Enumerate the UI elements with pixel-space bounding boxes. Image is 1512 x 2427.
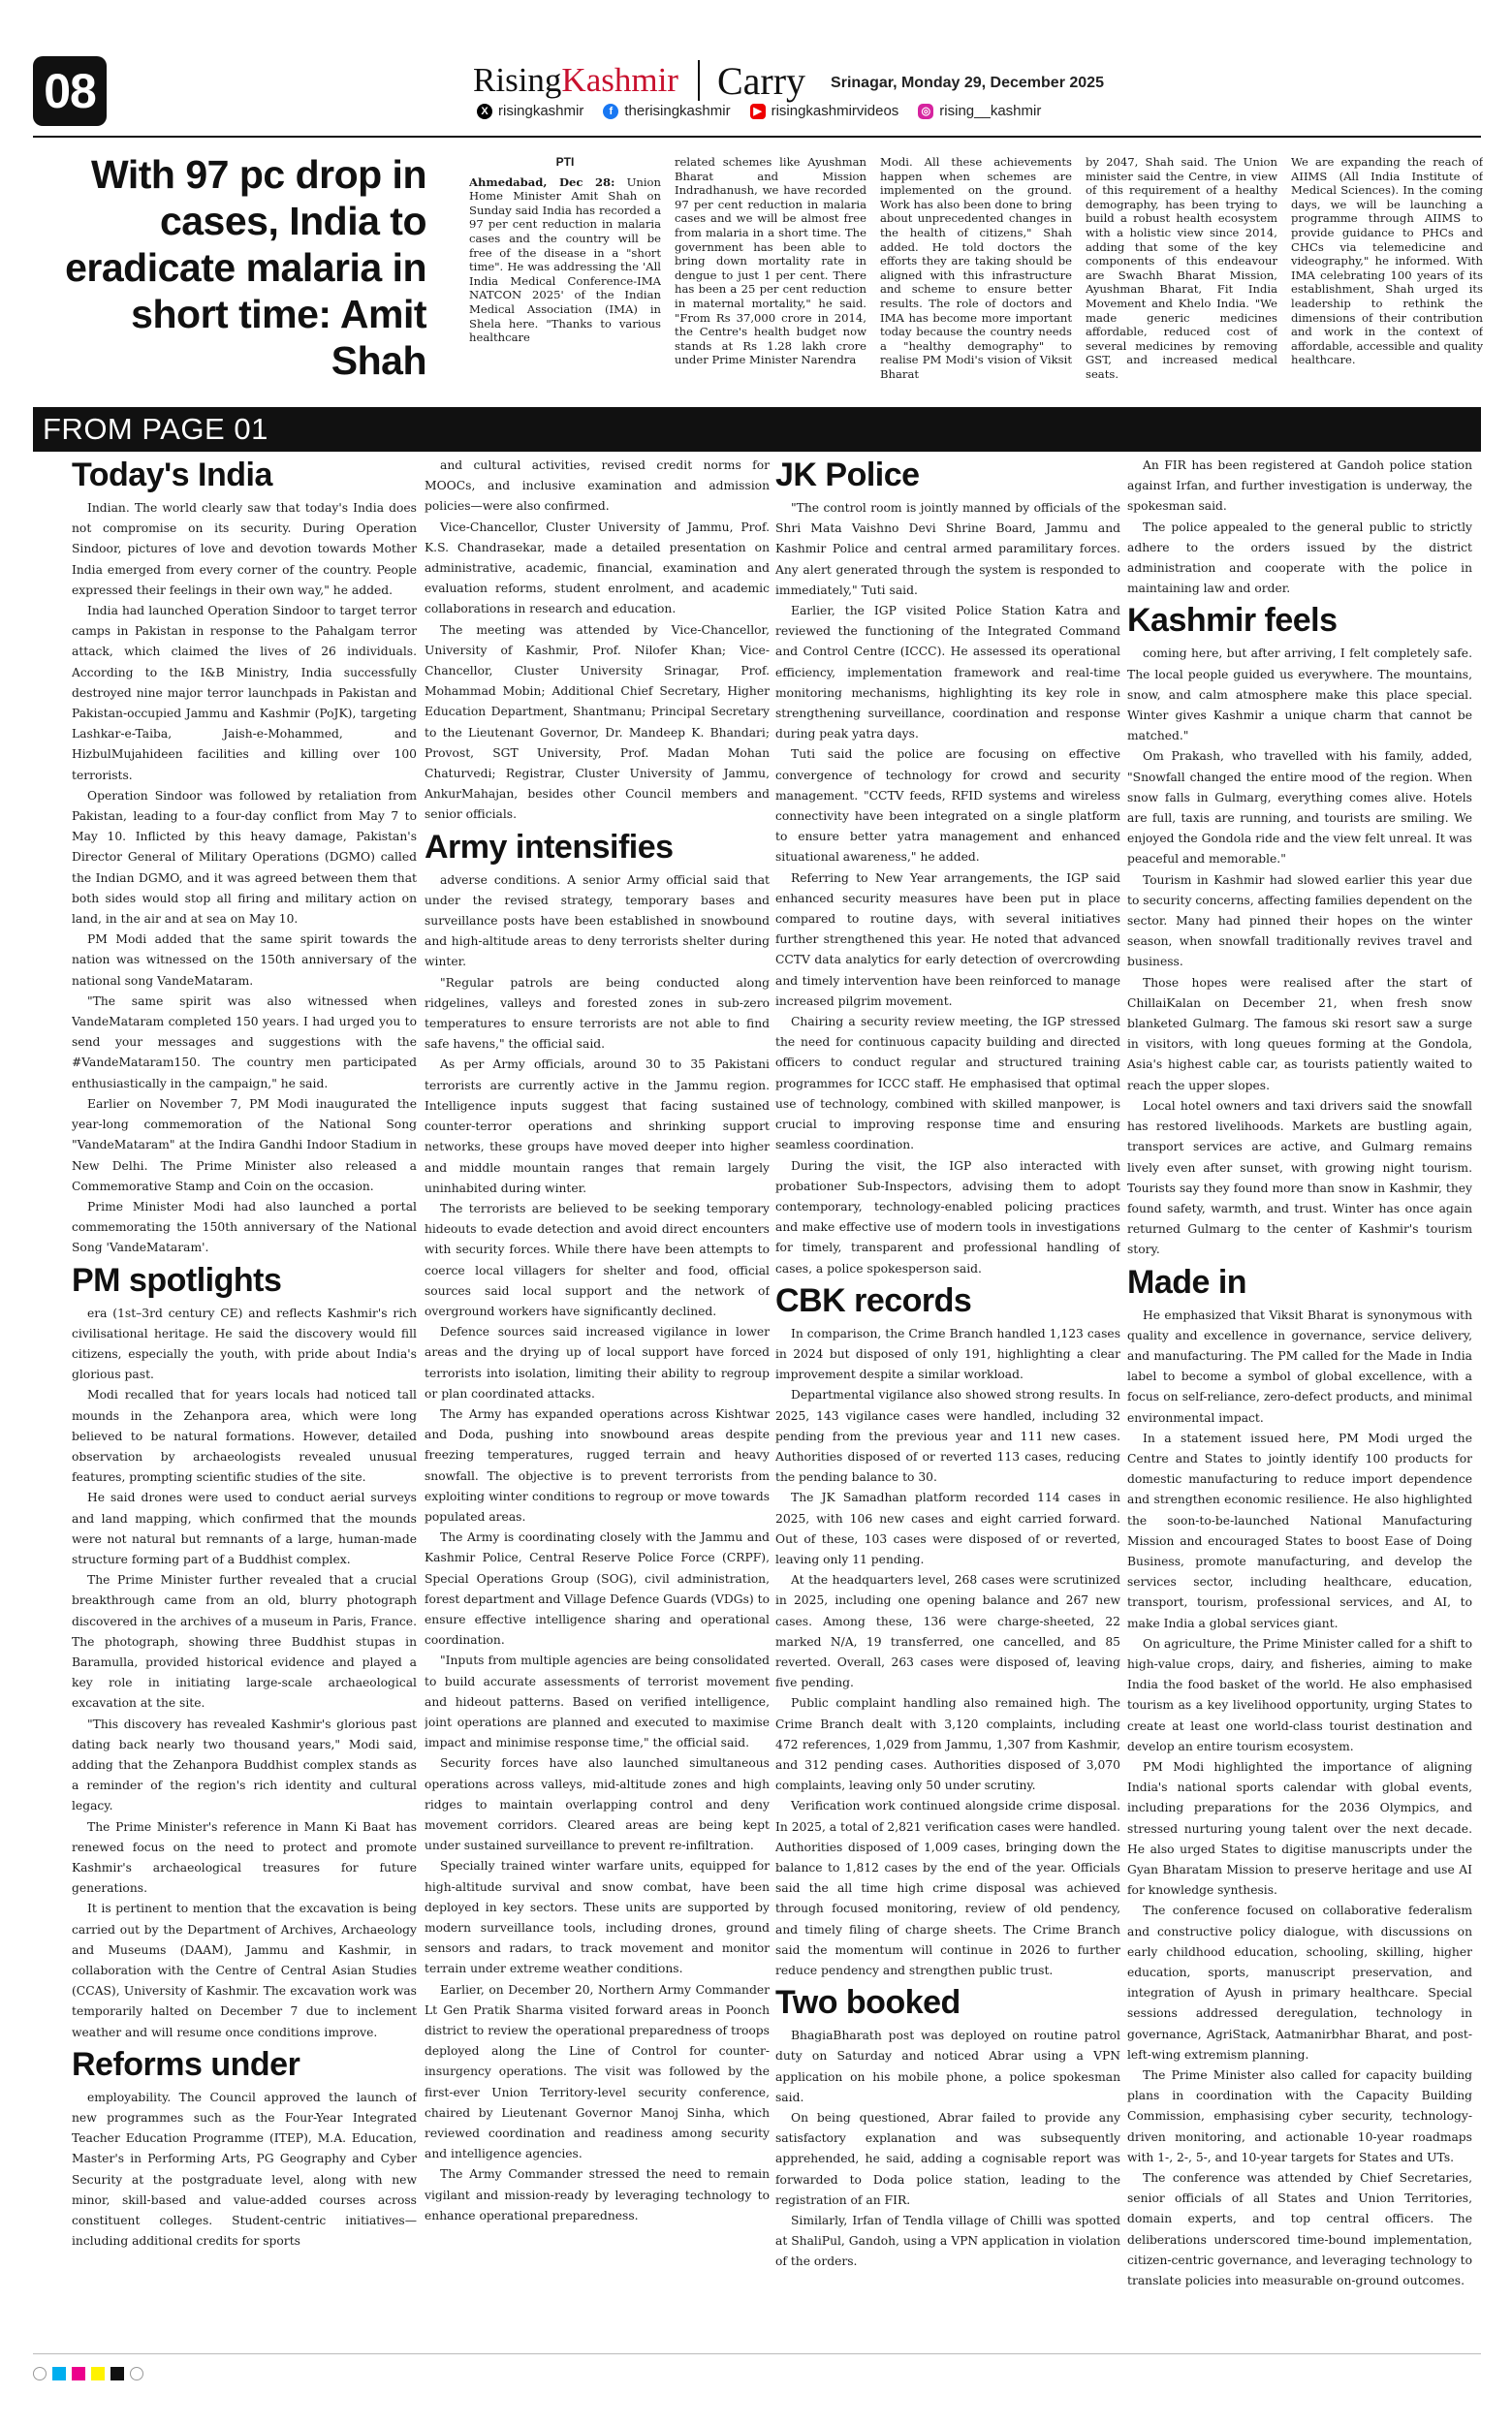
article-paragraph: An FIR has been registered at Gandoh police station against Irfan, and further investigation is underway, the spokesman said. [1127,458,1472,514]
article-paragraph: The police appealed to the general public to strictly adhere to the orders issued by the district administration and cooperate with the police in maintaining law and order. [1127,520,1472,596]
article-paragraph: "This discovery has revealed Kashmir's glorious past dating back nearly two thousand years," Modi said, adding that the Zehanpora Buddhist complex stands as a reminder of the region's rich identity and cultural legacy. [72,1717,417,1813]
article-paragraph: adverse conditions. A senior Army official said that under the revised strategy, temporary bases and surveillance posts have been established in snowbound and high-altitude areas to deny terrorists shelter during winter. [425,872,770,969]
article-paragraph: Security forces have also launched simultaneous operations across valleys, mid-altitude zones and high ridges to maintain overlapping control and deny movement corridors. Cleared areas are being kept under sustained surveillance to prevent re-infiltration. [425,1756,770,1853]
article-paragraph: The JK Samadhan platform recorded 114 cases in 2025, with 106 new cases and eight carried forward. Out of these, 103 cases were disposed of or reverted, leaving only 11 pending. [775,1491,1120,1566]
article-paragraph: India had launched Operation Sindoor to target terror camps in Pakistan in response to the Pahalgam terror attack, which claimed the lives of 26 individuals. According to the I&B Ministry, India successfully destroyed nine major terror launchpads in Pakistan and Pakistan-occupied Jammu and Kashmir (PoJK), targeting Lashkar-e-Taiba, Jaish-e-Mohammed, and HizbulMujahideen facilities and killing over 100 terrorists. [72,604,417,782]
article-paragraph: The conference was attended by Chief Secretaries, senior officials of all States and Union Territories, domain experts, and top central officers. The deliberations underscored time-bound implementation, citizen-centric governance, and leveraging technology to translate policies into measurable on-ground outcomes. [1127,2171,1472,2288]
article-headline: Kashmir feels [1127,602,1338,640]
article-paragraph: Earlier on November 7, PM Modi inaugurated the year-long commemoration of the National Song "VandeMataram" at the Indira Gandhi Indoor Stadium in New Delhi. The Prime Minister also released a Commemorative Stamp and Coin on the occasion. [72,1096,417,1193]
social-facebook[interactable] [603,103,730,119]
article-headline: PM spotlights [72,1261,282,1299]
article-paragraph: Earlier, on December 20, Northern Army Commander Lt Gen Pratik Sharma visited forward areas in Poonch district to review the operational preparedness of troops deployed along the Line of Control for counter-insurgency operations. The visit was followed by the first-ever Union Territory-level security conference, chaired by Lieutenant Governor Manoj Sinha, which reviewed coordination and readiness among security and intelligence agencies. [425,1982,770,2161]
facebook-icon: f [603,104,618,119]
yellow-swatch [91,2367,105,2380]
registration-mark [33,2367,47,2380]
article-paragraph: Public complaint handling also remained high. The Crime Branch dealt with 3,120 complaints, including 472 references, 1,029 from Jammu, 1,307 from Kashmir, and 312 pending cases. Authorities disposed of 3,070 complaints, leaving only 50 under scrutiny. [775,1696,1120,1793]
print-color-bar [33,2363,1481,2384]
article-paragraph: "The control room is jointly manned by officials of the Shri Mata Vaishno Devi Shrine Board, Jammu and Kashmir Police and central armed paramilitary forces. Any alert generated through the system is responded to immediately," Tuti said. [775,501,1120,597]
brand-name-part2: Kashmir [561,61,678,99]
top-story-column-2: related schemes like Ayushman Bharat and Mission Indradhanush, we have recorded 97 per cent reduction in malaria cases and we will be almost free from malaria in a short time. The government has been able to bring down mortality rate in dengue to just 1 per cent. There has been a 25 per cent reduction in maternal mortality," he said. "From Rs 37,000 crore in 2014, the Centre's health budget now stands at Rs 1.28 lakh crore under Prime Minister Narendra [675,155,866,367]
header-rule [33,136,1481,138]
article-column-4 [1127,456,1472,2342]
article-paragraph: The Army is coordinating closely with the Jammu and Kashmir Police, Central Reserve Police Force (CRPF), Special Operations Group (SOG), civil administration, forest department and Village Defence Guards (VDGs) to ensure effective intelligence sharing and operational coordination. [425,1530,770,1648]
article-paragraph: Departmental vigilance also showed strong results. In 2025, 143 vigilance cases were handled, including 32 pending from the previous year and 111 new cases. Authorities disposed of or reverted 113 cases, reducing the pending balance to 30. [775,1388,1120,1485]
article-paragraph: PM Modi added that the same spirit towards the nation was witnessed on the 150th anniversary of the national song VandeMataram. [72,932,417,988]
article-headline: Reforms under [72,2045,300,2083]
article-paragraph: As per Army officials, around 30 to 35 Pakistani terrorists are currently active in the Jammu region. Intelligence inputs suggest that facing sustained counter-terror operations and shrinking support networks, these groups have moved deeper into higher and middle mountain ranges that remain largely uninhabited during winter. [425,1057,770,1195]
article-paragraph: The meeting was attended by Vice-Chancellor, University of Kashmir, Prof. Nilofer Khan; Vice-Chancellor, Cluster University Srinagar, Prof. Mohammad Mobin; Additional Chief Secretary, Higher Education Department, Shantmanu; Principal Secretary to the Lieutenant Governor, Dr. Mandeep K. Bhandari; Provost, SGT University, Prof. Madan Mohan Chaturvedi; Registrar, Cluster University of Jammu, AnkurMahajan, besides other Council members and senior officials. [425,622,770,822]
footer-rule [33,2353,1481,2354]
article-paragraph: "Inputs from multiple agencies are being consolidated to build accurate assessments of terrorist movement and hideout patterns. Based on verified intelligence, joint operations are planned and executed to maximise impact and minimise response time," the official said. [425,1654,770,1750]
article-headline: Made in [1127,1263,1247,1301]
magenta-swatch [72,2367,85,2380]
article-paragraph: Modi recalled that for years locals had noticed tall mounds in the Zehanpora area, which were long believed to be natural formations. However, detailed observation by archaeologists revealed unusual features, prompting scientific studies of the site. [72,1388,417,1485]
cyan-swatch [52,2367,66,2380]
article-paragraph: The conference focused on collaborative federalism and constructive policy dialogue, with discussions on early childhood education, schooling, skilling, higher education, sports, manuscript preservation, and integration of Ayush in primary healthcare. Special sessions addressed deregulation, technology in governance, AgriStack, Aatmanirbhar Bharat, and post-left-wing extremism planning. [1127,1904,1472,2062]
article-paragraph: Vice-Chancellor, Cluster University of Jammu, Prof. K.S. Chandrasekar, made a detailed presentation on administrative, academic, financial, examination and evaluation reforms, student enrolment, and academic collaborations in research and education. [425,520,770,616]
article-paragraph: Chairing a security review meeting, the IGP stressed the need for continuous capacity building and directed officers to conduct regular and structured training programmes for ICCC staff. He emphasised that optimal use of technology, combined with skilled manpower, is crucial to improving response time and ensuring seamless coordination. [775,1015,1120,1152]
article-paragraph: The Prime Minister also called for capacity building plans in coordination with the Capacity Building Commission, emphasising cyber security, technology-driven monitoring, and actionable 10-year roadmaps with 1-, 2-, 5-, and 10-year targets for States and UTs. [1127,2068,1472,2164]
article-paragraph: Prime Minister Modi had also launched a portal commemorating the 150th anniversary of the National Song 'VandeMataram'. [72,1199,417,1255]
article-paragraph: On being questioned, Abrar failed to provide any satisfactory explanation and was subsequently apprehended, he said, adding a cognisable report was forwarded to Doda police station, leading to the registration of an FIR. [775,2111,1120,2207]
article-column-3 [775,456,1120,2342]
instagram-icon: ◎ [918,104,933,119]
article-paragraph: Tourism in Kashmir had slowed earlier this year due to security concerns, affecting families dependent on the sector. Many had pinned their hopes on the winter season, when snowfall traditionally revives travel and business. [1127,872,1472,969]
article-paragraph: In comparison, the Crime Branch handled 1,123 cases in 2024 but disposed of only 191, highlighting a clear improvement despite a similar workload. [775,1326,1120,1382]
article-headline: JK Police [775,457,920,493]
article-paragraph: and cultural activities, revised credit norms for MOOCs, and inclusive examination and admission policies—were also confirmed. [425,458,770,514]
masthead [473,56,1104,105]
article-paragraph: Indian. The world clearly saw that today's India does not compromise on its security. During Operation Sindoor, pictures of love and devotion towards Mother India emerged from every corner of the country. People expressed their feelings in their own way," he added. [72,501,417,597]
article-paragraph: coming here, but after arriving, I felt completely safe. The local people guided us everywhere. The mountains, snow, and calm atmosphere make this place special. Winter gives Kashmir a unique charm that cannot be matched." [1127,646,1472,743]
article-paragraph: The Army has expanded operations across Kishtwar and Doda, pushing into snowbound areas despite freezing temperatures, rugged terrain and heavy snowfall. The objective is to prevent terrorists from exploiting winter conditions to regroup or move towards populated areas. [425,1406,770,1524]
dateline: Srinagar, Monday 29, December 2025 [831,75,1104,91]
article-paragraph: On agriculture, the Prime Minister called for a shift to high-value crops, dairy, and fisheries, aiming to make India the food basket of the world. He also emphasised tourism as a key livelihood opportunity, urging States to create at least one world-class tourist destination and develop an entire tourism ecosystem. [1127,1636,1472,1753]
page-number: 08 [33,56,107,126]
article-paragraph: During the visit, the IGP also interacted with probationer Sub-Inspectors, advising them to adopt contemporary, technology-enabled policing practices and make effective use of modern tools in investigations for timely, transparent and professional handling of cases, a police spokesperson said. [775,1158,1120,1276]
social-handle: therisingkashmir [624,103,731,119]
article-paragraph: Verification work continued alongside crime disposal. In 2025, a total of 2,821 verification cases were handled. Authorities disposed of 1,009 cases, bringing down the balance to 1,812 cases by the end of the year. Officials said the all time high crime disposal was achieved through focused monitoring, review of old pendency, and timely filing of charge sheets. The Crime Branch said the momentum will continue in 2026 to further reduce pendency and strengthen public trust. [775,1799,1120,1978]
social-handle: risingkashmir [498,103,584,119]
story-text: Union Home Minister Amit Shah on Sunday said India has recorded a 97 per cent reduction in malaria cases and the country will be free of the disease in a "short time". He was addressing the 'All India Medical Conference-IMA NATCON 2025' of the Indian Medical Association (IMA) in Shela here. "Thanks to various healthcare [469,174,661,345]
article-paragraph: Local hotel owners and taxi drivers said the snowfall has restored livelihoods. Markets are bustling again, transport services are active, and Gulmarg remains lively even after sunset, with growing night tourism. Tourists say they found more than snow in Kashmir, they found safety, warmth, and trust. Winter has once again returned Gulmarg to the center of Kashmir's tourism story. [1127,1098,1472,1257]
social-youtube[interactable] [750,103,899,119]
article-paragraph: Operation Sindoor was followed by retaliation from Pakistan, leading to a four-day conflict from May 7 to May 10. Inflicted by this heavy damage, Pakistan's Director General of Military Operations (DGMO) called the Indian DGMO, and it was agreed between them that both sides would stop all firing and military action on land, in the air and at sea on May 10. [72,788,417,927]
social-handle: rising__kashmir [939,103,1042,119]
story-dateline: Ahmedabad, Dec 28: [469,174,615,189]
social-handle: risingkashmirvideos [771,103,899,119]
article-paragraph: In a statement issued here, PM Modi urged the Centre and States to jointly identify 100 products for domestic manufacturing to reduce import dependence and strengthen economic resilience. He also highlighted the soon-to-be-launched National Manufacturing Mission and encouraged States to boost Ease of Doing Business, promote manufacturing, and develop the services sector, including healthcare, education, transport, tourism, professional services, and AI, to make India a global services giant. [1127,1431,1472,1630]
social-x[interactable] [477,103,583,119]
section-title: Carry [716,58,806,103]
top-story-column-3: Modi. All these achievements happen when schemes are implemented on the ground. Work has also been done to bring about unprecedented changes in the health of citizens," Shah added. He told doctors the efforts they are taking should be aligned with this infrastructure and scheme to ensure better results. The role of doctors and IMA has become more important today because the country needs a "healthy demography" to realise PM Modi's vision of Viksit Bharat [880,155,1072,381]
article-column-2 [425,456,770,2342]
article-paragraph: Similarly, Irfan of Tendla village of Chilli was spotted at ShaliPul, Gandoh, using a VPN application in violation of the orders. [775,2214,1120,2269]
article-paragraph: He said drones were used to conduct aerial surveys and land mapping, which confirmed that the mounds were not natural but remnants of a large, human-made structure forming part of a Buddhist complex. [72,1491,417,1566]
youtube-icon: ▶ [750,104,766,119]
article-paragraph: "The same spirit was also witnessed when VandeMataram completed 150 years. I had urged you to send your messages and suggestions with the #VandeMataram150. The country men participated enthusiastically in the campaign," he said. [72,993,417,1090]
x-icon: X [477,104,492,119]
article-paragraph: PM Modi highlighted the importance of aligning India's national sports calendar with global events, including preparations for the 2036 Olympics, and stressed nurturing young talent over the next decade. He also urged States to digitise manuscripts under the Gyan Bharatam Mission to preserve heritage and use AI for knowledge synthesis. [1127,1759,1472,1898]
article-headline: CBK records [775,1281,972,1319]
agency-credit: PTI [469,155,661,170]
article-paragraph: The Prime Minister's reference in Mann Ki Baat has renewed focus on the need to protect and promote Kashmir's archaeological treasures for future generations. [72,1819,417,1896]
article-paragraph: Those hopes were realised after the start of ChillaiKalan on December 21, when fresh snow blanketed Gulmarg. The famous ski resort saw a surge in visitors, with long queues forming at the Gondola, Asia's highest cable car, as tourists patiently waited to reach the upper slopes. [1127,975,1472,1092]
top-story-column-4: by 2047, Shah said. The Union minister said the Centre, in view of this requirement of a healthy demography, has been trying to build a robust health ecosystem with a holistic view since 2014, adding that some of the key components of this endeavour are Swachh Bharat Mission, Ayushman Bharat, Fit India Movement and Khelo India. "We made generic medicines affordable, reduced cost of several medicines by removing GST, and increased medical seats. [1086,155,1277,381]
article-paragraph: Tuti said the police are focusing on effective convergence of technology for crowd and security management. "CCTV feeds, RFID systems and wireless connectivity have been integrated on a single platform to ensure better yatra management and enhanced situational awareness," he added. [775,747,1120,865]
social-handles [477,103,1041,119]
article-paragraph: The Army Commander stressed the need to remain vigilant and mission-ready by leveraging technology to enhance operational preparedness. [425,2167,770,2222]
section-banner: FROM PAGE 01 [33,407,1481,452]
article-headline: Two booked [775,1984,961,2022]
masthead-divider [698,60,700,101]
article-paragraph: At the headquarters level, 268 cases were scrutinized in 2025, including one opening balance and 267 new cases. Among these, 136 were charge-sheeted, 22 marked N/A, 19 transferred, one cancelled, and 85 reverted. Overall, 263 cases were disposed of, leaving five pending. [775,1573,1120,1690]
article-paragraph: It is pertinent to mention that the excavation is being carried out by the Department of Archives, Archaeology and Museums (DAAM), Jammu and Kashmir, in collaboration with the Centre of Central Asian Studies (CCAS), University of Kashmir. The excavation work was temporarily halted on December 7 due to inclement weather and will resume once conditions improve. [72,1902,417,2039]
top-story-column-5: We are expanding the reach of AIIMS (All India Institute of Medical Sciences). In the coming days, we will be launching a programme through AIIMS to provide guidance to PHCs and CHCs via telemedicine and videography," he informed. With IMA celebrating 100 years of its establishment, Shah urged its leadership to rethink the dimensions of their contribution and work in the context of affordable, accessible and quality healthcare. [1291,155,1483,367]
article-headline: Today's India [72,457,272,493]
article-paragraph: Referring to New Year arrangements, the IGP said enhanced security measures have been put in place compared to routine days, with several initiatives further strengthened this year. He noted that advanced CCTV data analytics for early detection of overcrowding and timely intervention have been reinforced to manage increased pilgrim movement. [775,870,1120,1008]
top-story-headline: With 97 pc drop in cases, India to eradicate malaria in short time: Amit Shah [65,152,426,383]
article-paragraph: The terrorists are believed to be seeking temporary hideouts to evade detection and avoid direct encounters with security forces. While there have been attempts to coerce local villagers for shelter and food, official sources said local support and the network of overground workers have significantly declined. [425,1201,770,1318]
article-paragraph: Earlier, the IGP visited Police Station Katra and reviewed the functioning of the Integrated Command and Control Centre (ICCC). He assessed its operational efficiency, implementation framework and real-time monitoring mechanisms, highlighting its key role in strengthening surveillance, coordination and response during peak yatra days. [775,604,1120,741]
social-instagram[interactable] [918,103,1041,119]
article-paragraph: era (1st–3rd century CE) and reflects Kashmir's rich civilisational heritage. He said the discovery would fill citizens, especially the youth, with pride about India's glorious past. [72,1306,417,1382]
article-paragraph: Defence sources said increased vigilance in lower areas and the drying up of local support have forced terrorists into isolation, limiting their ability to regroup or plan coordinated attacks. [425,1325,770,1401]
top-story-column-1 [469,155,661,345]
article-paragraph: Specially trained winter warfare units, equipped for high-altitude survival and snow combat, have been deployed in key sectors. These units are supported by modern surveillance tools, including drones, ground sensors and radars, to track movement and monitor terrain under extreme weather conditions. [425,1859,770,1976]
article-paragraph: employability. The Council approved the launch of new programmes such as the Four-Year Integrated Teacher Education Programme (ITEP), M.A. Education, Master's in Performing Arts, PG Geography and Cyber Security at the postgraduate level, along with new minor, skill-based and value-added courses across constituent colleges. Student-centric initiatives—including additional credits for sports [72,2090,417,2249]
article-paragraph: He emphasized that Viksit Bharat is synonymous with quality and excellence in governance, service delivery, and manufacturing. The PM called for the Made in India label to become a symbol of global excellence, with a focus on self-reliance, zero-defect products, and minimal environmental impact. [1127,1308,1472,1425]
article-paragraph: BhagiaBharath post was deployed on routine patrol duty on Saturday and noticed Abrar using a VPN application on his mobile phone, a police spokesman said. [775,2029,1120,2104]
article-paragraph: Om Prakash, who travelled with his family, added, "Snowfall changed the entire mood of the region. When snow falls in Gulmarg, everything comes alive. Hotels are full, taxis are running, and tourists are smiling. We enjoyed the Gondola ride and the view felt unreal. It was peaceful and memorable." [1127,749,1472,867]
brand-name-part1: Rising [473,61,562,99]
registration-mark [130,2367,143,2380]
article-paragraph: The Prime Minister further revealed that a crucial breakthrough came from an old, blurry photograph discovered in the archives of a museum in Paris, France. The photograph, showing three Buddhist stupas in Baramulla, provided historical evidence and played a key role in initiating large-scale archaeological excavation at the site. [72,1573,417,1711]
black-swatch [110,2367,124,2380]
article-paragraph: "Regular patrols are being conducted along ridgelines, valleys and forested zones in sub-zero temperatures to ensure terrorists are not able to find safe havens," the official said. [425,975,770,1052]
article-headline: Army intensifies [425,828,674,866]
article-column-1 [72,456,417,2342]
